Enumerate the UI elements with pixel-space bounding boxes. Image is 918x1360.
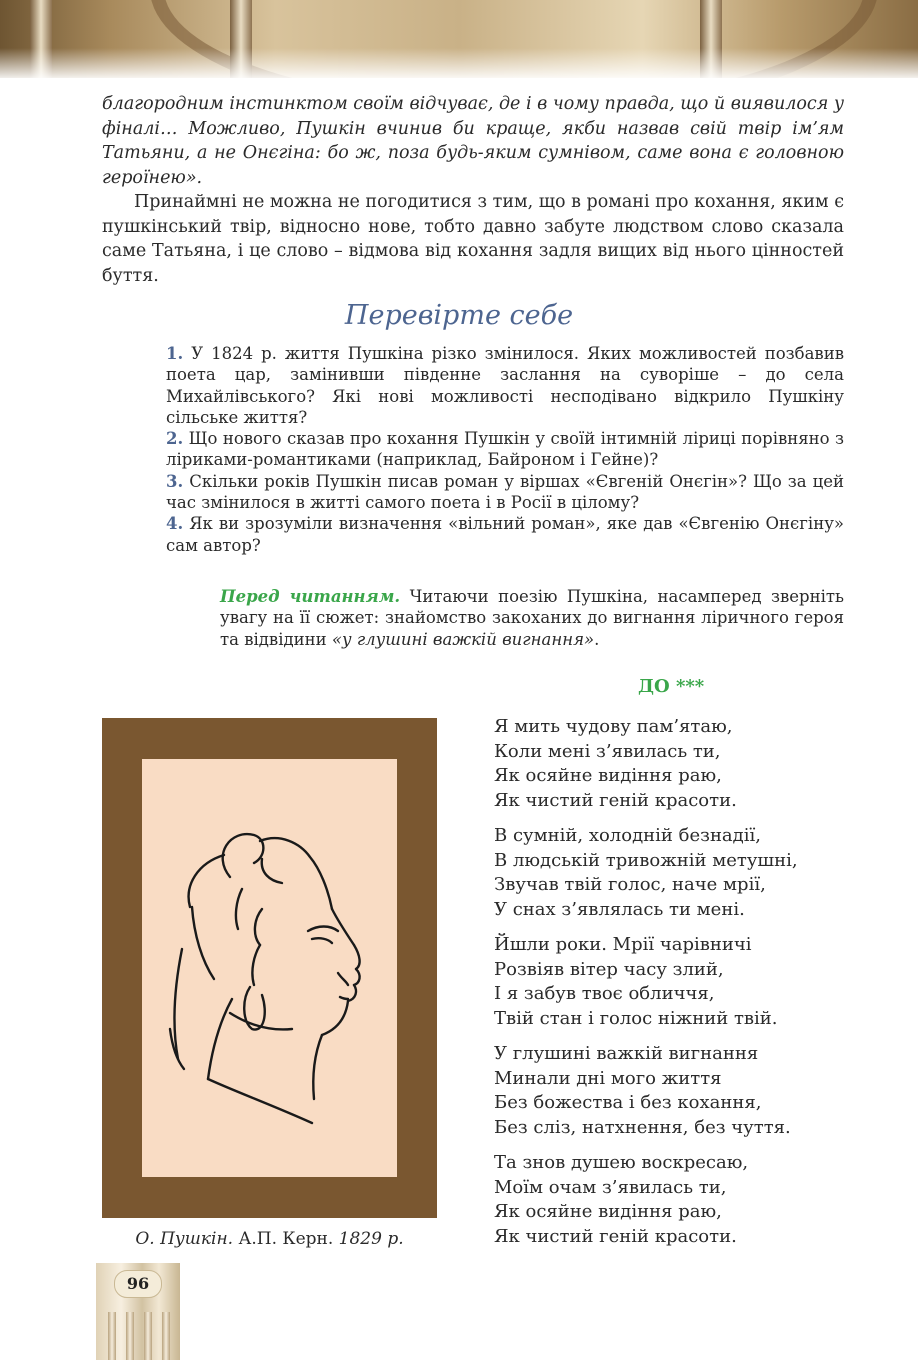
caption-author: О. Пушкін.: [135, 1229, 234, 1249]
question-text: Скільки років Пушкін писав роман у віршах «Євгеній Онєгін»? Що за цей час змінилося в житті самого поета і в Росії в цілому?: [166, 471, 845, 513]
intro-quote: благородним інстинктом своїм відчуває, де і в чому правда, що й виявилося у фіналі… Можливо, Пушкін вчинив би краще, якби назвав свій твір ім’ям Татьяни, а не Онєгіна: бо ж, поза будь-яким сумнівом, саме вона є головною героїнею».: [102, 94, 844, 188]
poem-stanza: [494, 824, 854, 922]
poem-line: Звучав твій голос, наче мрії,: [494, 874, 766, 895]
poem-stanza: [494, 1042, 854, 1140]
poem-line: Та знов душею воскресаю,: [494, 1152, 749, 1173]
woman-profile-drawing: [142, 759, 397, 1177]
poem-stanza: [494, 1151, 854, 1249]
poem-line: Коли мені з’явилась ти,: [494, 740, 721, 762]
before-reading-label: Перед читанням.: [220, 587, 401, 606]
portrait-caption: [102, 1229, 437, 1249]
poem-line: Без сліз, натхнення, без чуття.: [494, 1116, 791, 1138]
question-list: [166, 343, 844, 556]
poem-line: Як осяйне видіння раю,: [494, 765, 722, 786]
question-item: [166, 428, 844, 471]
before-reading-end: .: [594, 629, 600, 649]
question-text: У 1824 р. життя Пушкіна різко змінилося. Яких можливостей позбавив поета цар, замінивши південне заслання на суворіше – до села Михайлівського? Які нові можливості несподівано відкрило Пушкіну сільське життя?: [166, 344, 844, 427]
poem-line: Як осяйне видіння раю,: [494, 1201, 722, 1222]
page-number: 96: [114, 1270, 162, 1298]
question-number: 4.: [166, 514, 184, 534]
column-flute: [162, 1312, 170, 1360]
poem-line: Твій стан і голос ніжний твій.: [494, 1007, 778, 1029]
question-number: 3.: [166, 471, 184, 491]
banner-fade: [0, 48, 918, 78]
portrait-frame: [102, 718, 437, 1218]
poem-line: Як чистий геній красоти.: [494, 789, 737, 811]
question-item: [166, 471, 844, 514]
question-text: Як ви зрозуміли визначення «вільний роман», яке дав «Євгенію Онєгіну» сам автор?: [166, 514, 845, 555]
section-title-check-yourself: Перевірте себе: [344, 300, 574, 331]
main-paragraph: Принаймні не можна не погодитися з тим, що в романі про кохання, яким є пушкінський твір, відносно нове, тобто давно забуте людством слово сказала саме Татьяна, і це слово – відмова від кохання задля вищих від нього цінностей буття.: [102, 192, 844, 286]
poem-line: Минали дні мого життя: [494, 1067, 722, 1089]
poem-stanza: [494, 933, 854, 1031]
caption-year: 1829 р.: [338, 1229, 404, 1249]
poem-line: Йшли роки. Мрії чарівничі: [494, 934, 752, 955]
poem-line: Моїм очам з’явилась ти,: [494, 1176, 727, 1198]
poem-line: В людській тривожній метушні,: [494, 849, 798, 871]
question-number: 2.: [166, 429, 184, 449]
poem-line: Я мить чудову пам’ятаю,: [494, 716, 733, 737]
question-text: Що нового сказав про кохання Пушкін у своїй інтимній ліриці порівняно з ліриками-романтиками (наприклад, Байроном і Гейне)?: [166, 429, 845, 470]
before-reading-quote: «у глушині важкій вигнання»: [331, 629, 595, 649]
poem-text: [494, 715, 854, 1260]
header-banner-image: [0, 0, 918, 78]
poem-line: У снах з’являлась ти мені.: [494, 898, 745, 920]
column-flute: [126, 1312, 134, 1360]
before-reading-text: Читаючи поезію Пушкіна, насамперед зверніть увагу на її сюжет: знайомство закоханих до вигнання ліричного героя та відвідини: [220, 587, 844, 649]
poem-line: У глушині важкій вигнання: [494, 1043, 759, 1064]
question-item: [166, 343, 844, 428]
poem-stanza: [494, 715, 854, 813]
column-flute: [108, 1312, 116, 1360]
column-flute: [144, 1312, 152, 1360]
caption-title: А.П. Керн.: [233, 1229, 339, 1249]
poem-line: І я забув твоє обличчя,: [494, 983, 715, 1004]
question-item: [166, 513, 844, 556]
poem-line: Розвіяв вітер часу злий,: [494, 958, 724, 980]
poem-line: В сумній, холодній безнадії,: [494, 825, 761, 846]
portrait-sketch: [142, 759, 397, 1177]
before-reading-note: [220, 586, 844, 650]
question-number: 1.: [166, 344, 184, 363]
poem-line: Без божества і без кохання,: [494, 1092, 762, 1113]
poem-line: Як чистий геній красоти.: [494, 1225, 737, 1247]
poem-title: ДО ***: [638, 676, 705, 697]
